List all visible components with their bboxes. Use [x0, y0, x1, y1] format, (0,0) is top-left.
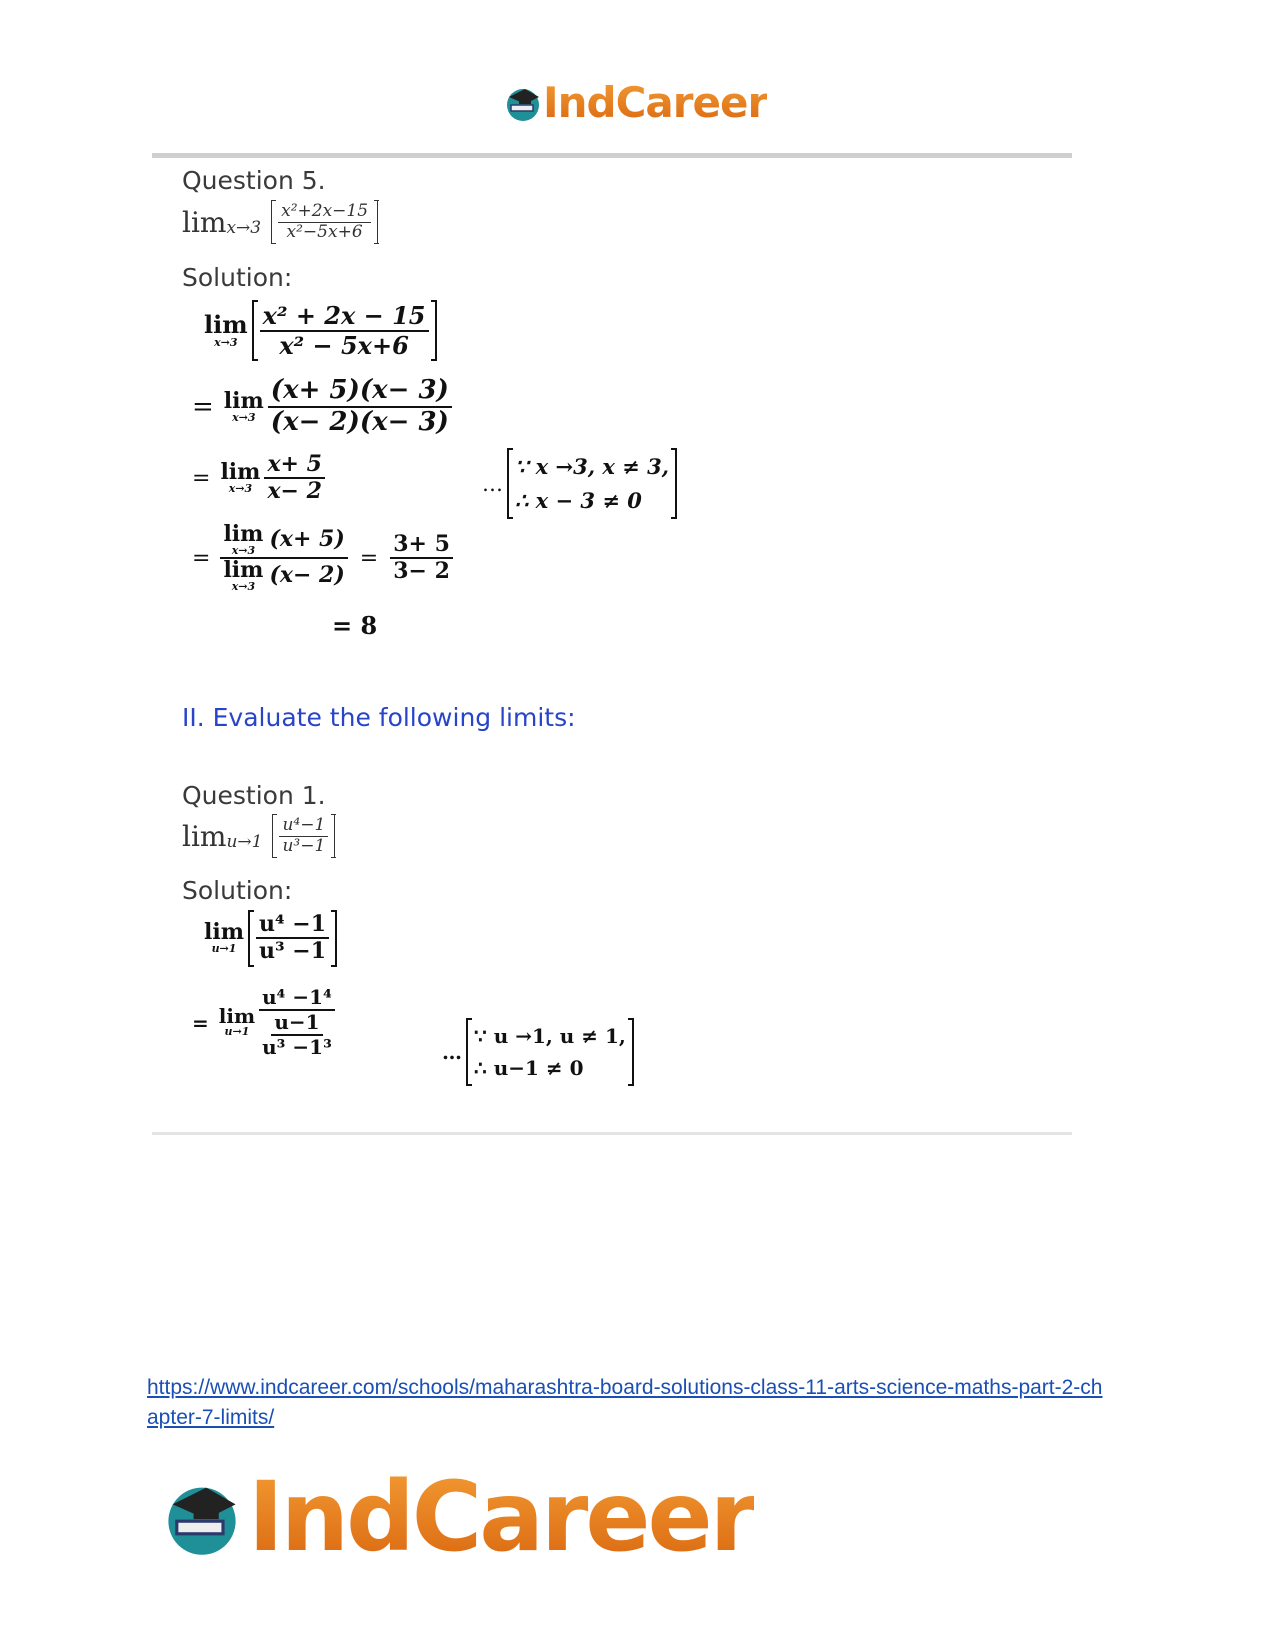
fraction	[260, 302, 429, 359]
q5-note: … ∵ x →3, x ≠ 3, ∴ x − 3 ≠ 0	[482, 448, 677, 519]
q5-step1	[204, 300, 437, 361]
numerator: lim x→3 (x+ 5)	[220, 523, 347, 559]
fraction	[220, 523, 347, 593]
header-logo	[503, 78, 767, 128]
denominator: x− 2	[267, 478, 322, 505]
lim-subscript: x→3	[226, 218, 262, 239]
denominator: x²−5x+6	[286, 221, 363, 242]
numerator: 3+ 5	[390, 532, 453, 559]
note-line-1: ∵ x →3, x ≠ 3,	[515, 454, 669, 479]
lim-word: lim	[182, 205, 227, 239]
graduation-cap-globe-icon	[160, 1475, 244, 1559]
middle: u−1	[271, 1011, 322, 1036]
denominator: x² − 5x+6	[279, 330, 409, 360]
question-1-title: Question 1.	[182, 781, 326, 810]
lim-operator: lim x→3	[220, 459, 261, 496]
numerator: (x+ 5)(x− 3)	[268, 376, 452, 408]
bracket	[466, 1018, 634, 1086]
fraction	[268, 376, 452, 438]
bracket	[248, 910, 337, 967]
denominator: 3− 2	[393, 558, 450, 585]
fraction	[264, 452, 325, 505]
q5-result: = 8	[332, 611, 378, 640]
lim-subscript: u→1	[226, 832, 263, 853]
q1-step1	[204, 910, 337, 967]
numerator: x² + 2x − 15	[260, 302, 429, 332]
q5-step4: = lim x→3 (x+ 5) lim x→3 (x− 2) = $\frac{3+ 5}{3- 2}$	[192, 523, 453, 593]
content-frame	[152, 153, 1072, 1135]
note-line-2: ∴ x − 3 ≠ 0	[515, 487, 642, 513]
bracket	[252, 300, 437, 361]
denominator: lim x→3 (x− 2)	[223, 557, 345, 594]
denominator: u³ −1	[259, 938, 327, 965]
bracket	[272, 814, 335, 858]
lim-operator: lim u→1	[218, 1004, 256, 1039]
logo-wordmark: IndCareer	[248, 1461, 754, 1573]
bracket	[507, 448, 677, 519]
bracket	[271, 200, 378, 244]
q1-note: … ∵ u →1, u ≠ 1, ∴ u−1 ≠ 0	[442, 1018, 634, 1086]
note-line-2: ∴ u−1 ≠ 0	[474, 1056, 584, 1080]
compound-fraction	[259, 986, 335, 1059]
graduation-cap-globe-icon	[503, 83, 543, 123]
lim-operator: lim x→3	[204, 309, 248, 349]
lim-operator: lim x→3	[223, 387, 264, 424]
logo-wordmark: IndCareer	[543, 78, 768, 127]
lim-word: lim	[182, 819, 227, 853]
denominator: (x− 2)(x− 3)	[270, 406, 449, 437]
numerator: u⁴−1	[279, 816, 328, 837]
note-line-1: ∵ u →1, u ≠ 1,	[474, 1024, 626, 1048]
denominator: u³−1	[282, 835, 326, 856]
solution-label: Solution:	[182, 876, 293, 905]
question-5-title: Question 5.	[182, 166, 326, 195]
question-1-expression	[182, 814, 335, 858]
section-heading: II. Evaluate the following limits:	[182, 703, 576, 732]
fraction	[279, 816, 328, 856]
question-5-expression	[182, 200, 378, 244]
numerator: x²+2x−15	[278, 202, 371, 223]
lim-operator: lim u→1	[204, 919, 244, 956]
fraction	[278, 202, 371, 242]
solution-label: Solution:	[182, 263, 293, 292]
fraction	[256, 912, 329, 965]
q5-step3: = lim x→3 $\frac{x+ 5}{x- 2}$	[192, 452, 325, 505]
value-fraction	[390, 532, 453, 585]
q1-step2: = lim u→1 u⁴ −1⁴ u−1 u³ −1³	[192, 986, 335, 1059]
q5-step2: = lim x→3 $\frac{(x+ 5)(x- 3)}{(x- 2)(x- 3)}$	[192, 376, 452, 438]
denominator: u³ −1³	[262, 1035, 332, 1059]
numerator: u⁴ −1⁴	[259, 986, 335, 1011]
numerator: x+ 5	[264, 452, 325, 479]
footer-logo	[160, 1462, 754, 1572]
numerator: u⁴ −1	[256, 912, 329, 939]
source-url-link[interactable]: https://www.indcareer.com/schools/maharashtra-board-solutions-class-11-arts-science-maths-part-2-chapter-7-limits/	[147, 1376, 1103, 1429]
